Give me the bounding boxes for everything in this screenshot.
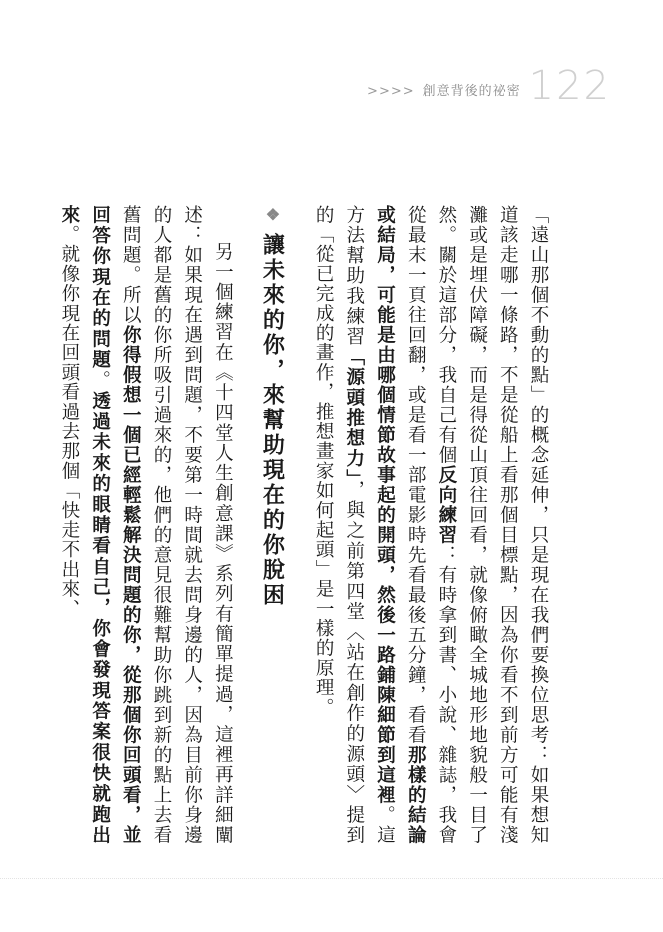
bold-run: 透過未來的眼睛看自己，你會發現答案很快就跑出來 [58, 205, 111, 846]
text-run: 。 [89, 370, 111, 392]
footer-dotted-rule [0, 878, 663, 879]
text-run: 。就像你現在回頭看過去那個「快走不出來、 [58, 224, 80, 619]
header-arrows: >>>> [367, 84, 415, 99]
bold-run: 你得假想一個已經輕鬆解決問題的你，從那個你回頭看，並回答你現在的問題 [89, 205, 142, 845]
text-run: 。這方法幫助我練習 [343, 205, 396, 846]
text-run: 另一個練習在《十四堂人生創意課》系列有簡單提過，這裡再詳細闡述：如果現在遇到問題，不要第一時間就去問身邊的人，因為目前你身邊的人都是舊的你所吸引過來的，他們的意見很難幫助你跳到新的點上去看舊問題。所以 [120, 205, 234, 845]
bold-run: 那樣的結論或結局，可能是由哪個情節故事起的開頭，然後一路鋪陳細節到這裡 [374, 205, 427, 846]
header-chapter-title: 創意背後的祕密 [422, 84, 521, 99]
vertical-text-body [58, 205, 553, 846]
paragraph-reverse-practice [307, 205, 553, 845]
page-number: 122 [528, 63, 611, 109]
text-run: ，與之前第四堂〈站在創作的源頭〉提到的「從已完成的畫作，推想畫家如何起頭」是一樣的原理。 [313, 205, 365, 845]
bold-run: 「源頭推想力」 [343, 347, 365, 481]
running-header [367, 62, 611, 109]
section-heading-text: 讓未來的你，來幫助現在的你脫困 [259, 233, 286, 608]
diamond-ornament-icon: ❖ [263, 205, 283, 227]
text-run: 「遠山那個不動的點」的概念延伸，只是現在我們要換位思考：如果想知道該走哪一條路，不是從船上看那個目標點，因為你看不到前方可能有淺灘或是埋伏障礙，而是得從山頂往回看，就像俯瞰全城地形地貌般一目了然。關於這部分，我自己有個 [435, 205, 549, 845]
text-run: ：有時拿到書、小說、雜誌，我會從最末一頁往回翻，或是看一部電影時先看最後五分鐘，看看 [405, 205, 457, 845]
bold-run: 反向練習 [435, 465, 457, 546]
section-heading [255, 205, 289, 845]
paragraph-future-self [53, 205, 237, 845]
